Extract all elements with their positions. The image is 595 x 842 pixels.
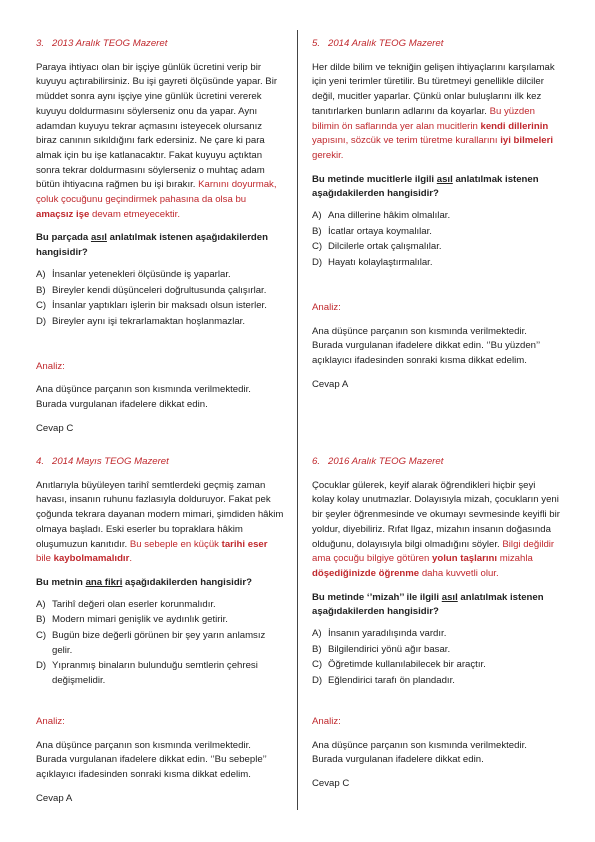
option-c[interactable]: C) İnsanlar yaptıkları işlerin bir maksadı olsun isterler. [36,300,267,312]
options-list [312,209,560,271]
column-divider [297,30,298,810]
highlight-text: Karnını doyurmak, çoluk çocuğunu geçindirmek pahasına da olsa bu amaçsız işe devam etmeyecektir. [36,179,277,220]
option-b[interactable]: B) Modern mimari genişlik ve aydınlık getirir. [36,614,228,626]
question-6 [312,455,560,792]
analysis-text: Ana düşünce parçanın son kısmında verilmektedir. Burada vurgulanan ifadelere dikkat edin. [36,384,251,411]
question-number: 6. [312,456,321,467]
question-stem: Bu metnin ana fikri aşağıdakilerden hangisidir? [36,576,252,588]
question-number: 4. [36,456,45,467]
option-b[interactable]: B) Bireyler kendi düşünceleri doğrultusunda çalışırlar. [36,284,267,296]
question-stem: Bu parçada asıl anlatılmak istenen aşağıdakilerden hangisidir? [36,232,268,259]
question-number: 5. [312,38,321,49]
option-a[interactable]: A) Tarihî değeri olan eserler korunmalıdır. [36,598,216,610]
analysis-label: Analiz: [312,301,341,313]
answer: Cevap C [312,777,350,789]
option-c[interactable]: C) Dilcilerle ortak çalışmalılar. [312,241,442,253]
option-b[interactable]: B) Bilgilendirici yönü ağır basar. [312,643,451,655]
highlight-text: Bilgi değildir ama çocuğu bilgiye götüren yolun taşlarını mizahla döşediğinizde öğrenme daha kuvvetli olur. [312,538,555,579]
question-source: 2014 Aralık TEOG Mazeret [328,38,444,49]
question-source: 2016 Aralık TEOG Mazeret [328,456,444,467]
options-list [36,268,284,330]
option-b[interactable]: B) İcatlar ortaya koymalılar. [312,225,432,237]
paragraph-text: Çocuklar gülerek, keyif alarak öğrendikleri hiçbir şeyi kolay kolay unutmazlar. Dolayısıyla mizah, çocukların yeni bir şeyler öğrenmesinde ve okumayı sevmesinde keyifli bir yoldur, diyebiliriz. Rıfat Ilgaz, mizahın insanın doğasında olduğunu, dolayısıyla bilgi olmadığını söyler. [312,479,560,550]
question-paragraph [312,479,560,582]
options-list [36,598,284,689]
option-d[interactable]: D) Eğlendirici tarafı ön plandadır. [312,675,455,687]
paragraph-text: Anıtlarıyla büyüleyen tarihî semtlerdeki geçmiş zaman havası, insanın ruhunu fazlasıyla dolduruyor. Fakat pek çoğunda tekrara dayanan modern mimari, şimdiden hâkim olmaya başladı. Eski eserler bu topraklara hâkim oluşumuzun kanıtıdır. [36,479,284,550]
paragraph-text: Paraya ihtiyacı olan bir işçiye günlük ücretini verip bir kuyuyu açtırabilirsiniz. Bu işi gayreti ölçüsünde yapar. Bir müddet sonra aynı işçiye yine günlük ücretini vererek kuyuyu doldurmasını söylerseniz onu da yapar. Aynı adamdan kuyuyu tekrar açmasını isteyecek olursanız biraz canının sıkıldığını fark edersiniz. Ne çare ki para almak için bu işe katlanacaktır. Fakat kuyuyu açtıktan sonra tekrar doldurmasını söylerseniz o muhtaç adam bütün ihtiyacına rağmen bu işi bırakır. [36,61,278,191]
question-paragraph [36,61,284,223]
question-source: 2014 Mayıs TEOG Mazeret [52,456,169,467]
question-3 [36,37,284,436]
question-header [312,37,560,52]
answer: Cevap A [36,792,73,804]
question-header [312,455,560,470]
answer: Cevap A [312,378,349,390]
question-number: 3. [36,38,45,49]
option-c[interactable]: C) Bugün bize değerli görünen bir şey yarın anlamsız gelir. [36,630,266,656]
answer: Cevap C [36,422,74,434]
analysis-label: Analiz: [36,360,65,372]
option-d[interactable]: D) Bireyler aynı işi tekrarlamaktan hoşlanmazlar. [36,315,246,327]
analysis-label: Analiz: [312,715,341,727]
option-a[interactable]: A) Ana dillerine hâkim olmalılar. [312,210,451,222]
option-a[interactable]: A) İnsanlar yetenekleri ölçüsünde iş yaparlar. [36,268,231,280]
question-paragraph [36,479,284,567]
options-list [312,627,560,689]
option-c[interactable]: C) Öğretimde kullanılabilecek bir araçtır. [312,659,486,671]
highlight-text: Bu sebeple en küçük tarihi eser bile kaybolmamalıdır. [36,538,268,565]
option-d[interactable]: D) Hayatı kolaylaştırmalılar. [312,257,433,269]
question-stem: Bu metinde ‘’mizah’’ ile ilgili asıl anlatılmak istenen aşağıdakilerden hangisidir? [312,591,544,618]
question-5 [312,37,560,392]
highlight-text: Bu yüzden bilimin ön saflarında yer alan mucitlerin kendi dillerinin yapısını, sözcük ve terim türetme kurallarını iyi bilmeleri gerekir. [312,105,554,161]
analysis-text: Ana düşünce parçanın son kısmında verilmektedir. Burada vurgulanan ifadelere dikkat edin. ‘’Bu yüzden’’ açıklayıcı ifadesinden sonraki kısma dikkat edelim. [312,325,540,366]
option-a[interactable]: A) İnsanın yaradılışında vardır. [312,628,447,640]
option-d[interactable]: D) Yıpranmış binaların bulunduğu semtlerin çehresi değişmelidir. [36,660,258,687]
analysis-text: Ana düşünce parçanın son kısmında verilmektedir. Burada vurgulanan ifadelere dikkat edin. [312,739,527,766]
question-header [36,455,284,470]
question-4 [36,455,284,806]
analysis-text: Ana düşünce parçanın son kısmında verilmektedir. Burada vurgulanan ifadelere dikkat edin. ‘’Bu sebeple’’ açıklayıcı ifadesinden sonraki kısma dikkat edelim. [36,739,267,780]
question-header [36,37,284,52]
question-paragraph [312,61,560,164]
question-stem: Bu metinde mucitlerle ilgili asıl anlatılmak istenen aşağıdakilerden hangisidir? [312,173,539,200]
analysis-label: Analiz: [36,715,65,727]
paragraph-text: Her dilde bilim ve tekniğin gelişen ihtiyaçlarını karşılamak için yeni terimler türetilir. Bu türetmeyi genellikle dilciler değil, mucitler yaparlar. Çünkü onlar buluşlarını ilk kez tanıtırlarken bunların adlarını da koyarlar. [312,61,555,117]
question-source: 2013 Aralık TEOG Mazeret [52,38,168,49]
